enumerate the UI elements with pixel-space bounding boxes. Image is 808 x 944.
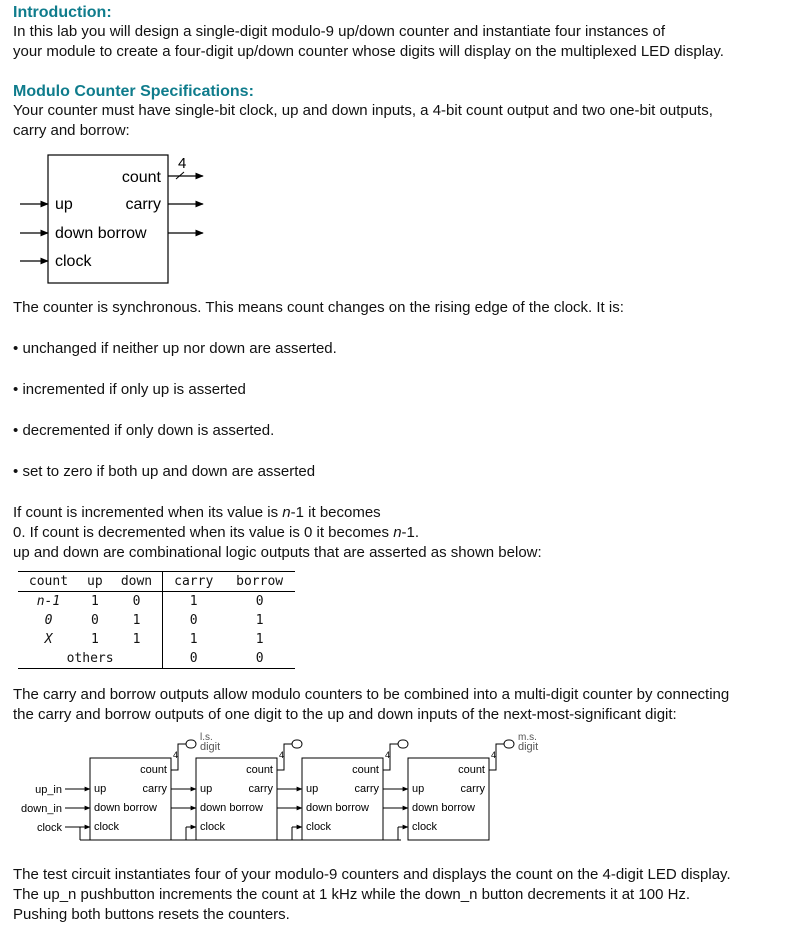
- table-cell: 1: [111, 630, 163, 649]
- bullet-dot: •: [13, 463, 19, 480]
- table-cell: 0: [255, 594, 264, 609]
- col-header: carry: [174, 574, 214, 589]
- counter-block-diagram: [0, 148, 230, 288]
- count-label: count: [246, 764, 273, 776]
- table-row-others: [18, 649, 295, 668]
- wrap-text: 0. If count is decremented when its value is 0 it becomes: [13, 524, 394, 541]
- count-label: count: [352, 764, 379, 776]
- spec-heading: Modulo Counter Specifications:: [13, 83, 254, 100]
- sync-intro: The counter is synchronous. This means count changes on the rising edge of the clock. It is:: [13, 299, 624, 316]
- clock-label: clock: [55, 253, 92, 270]
- bullet-text: decremented if only down is asserted.: [22, 422, 275, 439]
- clock-in-label: clock: [36, 822, 62, 834]
- up-in-label: up_in: [35, 784, 62, 796]
- table-row: [18, 592, 295, 612]
- table-header-row: [18, 572, 295, 592]
- others-label: others: [18, 649, 163, 668]
- col-header: count: [28, 574, 69, 589]
- up-label: up: [412, 783, 425, 795]
- table-row: [18, 630, 295, 649]
- up-label: up: [55, 196, 73, 213]
- chain-line-2: the carry and borrow outputs of one digit to the up and down inputs of the next-most-significant digit:: [13, 706, 677, 723]
- spec-line-1: Your counter must have single-bit clock, up and down inputs, a 4-bit count output and two one-bit outputs,: [13, 102, 713, 119]
- bullet-dot: •: [13, 422, 19, 439]
- test-line-1: The test circuit instantiates four of your modulo-9 counters and displays the count on the 4-digit LED display.: [13, 866, 731, 883]
- bullet-item: [13, 421, 274, 441]
- bullet-item: [13, 339, 337, 359]
- bullet-text: set to zero if both up and down are asserted: [22, 463, 316, 480]
- bus-width-label: 4: [491, 750, 497, 760]
- bullet-dot: •: [13, 340, 19, 357]
- bus-width-label: 4: [385, 750, 391, 760]
- table-cell: X: [44, 632, 53, 647]
- bullet-text: incremented if only up is asserted: [22, 381, 246, 398]
- table-cell: 1: [189, 632, 198, 647]
- table-cell: 1: [111, 611, 163, 630]
- ms-digit-label-2: digit: [518, 741, 539, 753]
- table-cell: 0: [189, 651, 198, 666]
- table-cell: 1: [189, 594, 198, 609]
- table-cell: 0: [111, 592, 163, 612]
- test-line-3: Pushing both buttons resets the counters.: [13, 906, 290, 923]
- wrap-line-3: up and down are combinational logic outputs that are asserted as shown below:: [13, 544, 542, 561]
- col-header: up: [87, 574, 103, 589]
- clock-label: clock: [306, 821, 332, 833]
- carry-label: carry: [142, 783, 167, 795]
- intro-line-1: In this lab you will design a single-digit modulo-9 up/down counter and instantiate four instances of: [13, 23, 666, 40]
- down-borrow-label: down borrow: [306, 802, 369, 814]
- chain-diagram: [0, 728, 560, 848]
- table-cell: 0: [189, 613, 198, 628]
- table-cell: 1: [90, 594, 99, 609]
- clock-label: clock: [412, 821, 438, 833]
- truth-table: [18, 571, 295, 669]
- wrap-n: n: [282, 504, 291, 521]
- bus-width-label: 4: [279, 750, 285, 760]
- carry-label: carry: [354, 783, 379, 795]
- ls-digit-label-1: l.s.: [200, 732, 213, 743]
- bullet-item: [13, 462, 315, 482]
- count-label: count: [458, 764, 485, 776]
- bus-width-label: 4: [173, 750, 179, 760]
- col-header: borrow: [236, 574, 284, 589]
- up-label: up: [94, 783, 107, 795]
- display-digit-icon: [504, 740, 514, 748]
- bullet-item: [13, 380, 246, 400]
- bullet-text: unchanged if neither up nor down are asserted.: [22, 340, 337, 357]
- up-label: up: [200, 783, 213, 795]
- counter-block-digit-2: [196, 750, 284, 840]
- col-header: down: [111, 572, 163, 592]
- counter-block-digit-3: [302, 750, 390, 840]
- bus-width-label: 4: [178, 155, 187, 172]
- table-cell: 0: [90, 613, 99, 628]
- table-cell: 1: [90, 632, 99, 647]
- table-cell: 0: [44, 613, 53, 628]
- wrap-text: If count is incremented when its value is: [13, 504, 283, 521]
- test-line-2: The up_n pushbutton increments the count at 1 kHz while the down_n button decrements it at 100 Hz.: [13, 886, 691, 903]
- wrap-text: -1.: [401, 524, 420, 541]
- table-row: [18, 611, 295, 630]
- ls-digit-label-2: digit: [200, 741, 221, 753]
- carry-label: carry: [125, 196, 161, 213]
- wrap-line-1: [13, 503, 381, 523]
- carry-label: carry: [248, 783, 273, 795]
- down-in-label: down_in: [21, 803, 62, 815]
- display-digit-icon: [186, 740, 196, 748]
- wrap-n: n: [393, 524, 402, 541]
- up-label: up: [306, 783, 319, 795]
- bullet-dot: •: [13, 381, 19, 398]
- display-digit-icon: [292, 740, 302, 748]
- clock-label: clock: [94, 821, 120, 833]
- down-borrow-label: down borrow: [200, 802, 263, 814]
- counter-block-digit-1: [90, 750, 178, 840]
- chain-line-1: The carry and borrow outputs allow modulo counters to be combined into a multi-digit counter by connecting: [13, 686, 730, 703]
- counter-block-digit-4: [408, 750, 496, 840]
- ms-digit-label-1: m.s.: [518, 732, 537, 743]
- table-cell: 0: [255, 651, 264, 666]
- carry-label: carry: [460, 783, 485, 795]
- clock-label: clock: [200, 821, 226, 833]
- down-borrow-label: down borrow: [412, 802, 475, 814]
- table-cell: n-1: [36, 594, 61, 609]
- intro-heading: Introduction:: [13, 4, 112, 21]
- table-cell: 1: [255, 613, 264, 628]
- spec-line-2: carry and borrow:: [13, 122, 130, 139]
- intro-line-2: your module to create a four-digit up/down counter whose digits will display on the multiplexed LED display.: [13, 43, 724, 60]
- display-digit-icon: [398, 740, 408, 748]
- table-cell: 1: [255, 632, 264, 647]
- down-borrow-label: down borrow: [55, 225, 147, 242]
- down-borrow-label: down borrow: [94, 802, 157, 814]
- count-label: count: [140, 764, 167, 776]
- wrap-line-2: [13, 523, 419, 543]
- wrap-text: -1 it becomes: [290, 504, 381, 521]
- count-label: count: [121, 169, 161, 186]
